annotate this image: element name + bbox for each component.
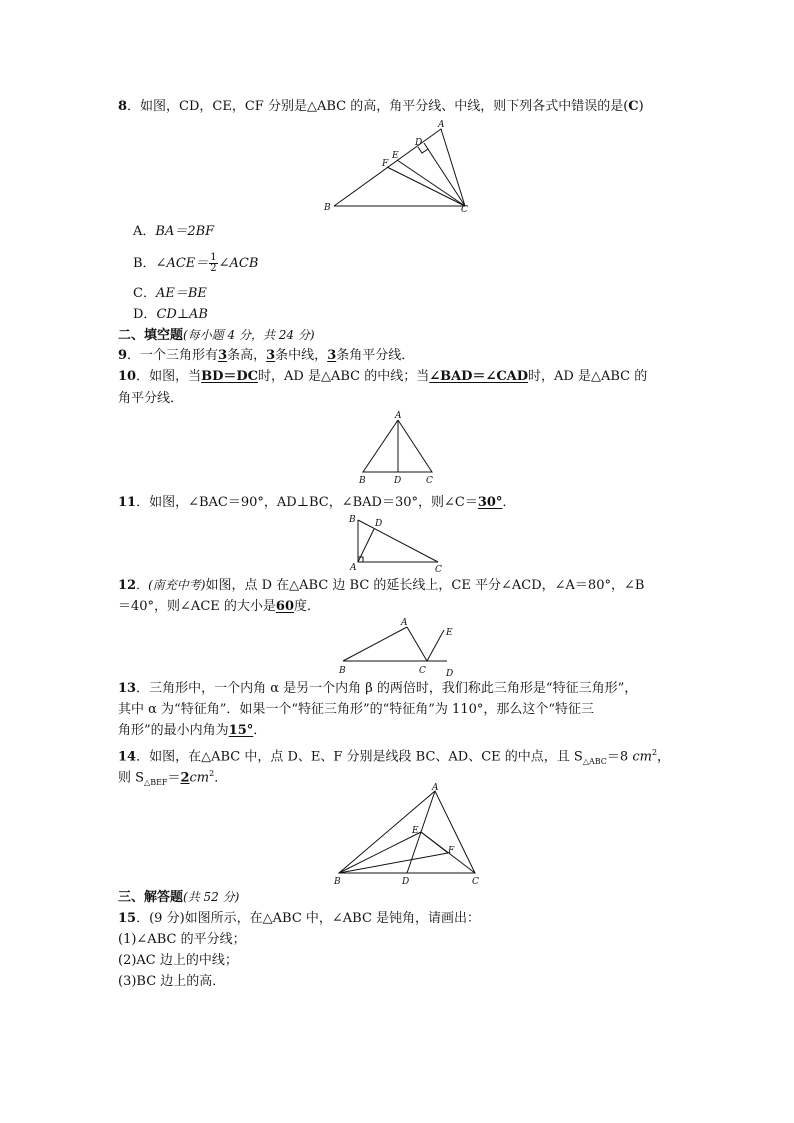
- segment-cf: [387, 167, 465, 206]
- segment-cd: [424, 143, 465, 206]
- question-13-line-3: 角形”的最小内角为15°．: [118, 723, 267, 738]
- segment-bf: [339, 853, 448, 873]
- question-8: 8．如图，CD，CE，CF 分别是△ABC 的高，角平分线、中线，则下列各式中错误的是(C): [118, 99, 644, 114]
- label-d: D: [402, 877, 410, 887]
- label-c: C: [435, 565, 442, 575]
- q8-option-d: D．CD⊥AB: [133, 307, 208, 322]
- q8-option-c: C．AE＝BE: [133, 286, 207, 301]
- question-11: 11．如图，∠BAC＝90°，AD⊥BC，∠BAD＝30°，则∠C＝30°．: [118, 495, 516, 510]
- label-a: A: [432, 783, 439, 793]
- label-a: A: [438, 120, 445, 130]
- q15-item-1: (1)∠ABC 的平分线；: [118, 932, 246, 947]
- q15-item-2: (2)AC 边上的中线；: [118, 953, 238, 968]
- segment-ef: [421, 832, 448, 853]
- label-a: A: [401, 618, 408, 628]
- label-d: D: [394, 476, 402, 486]
- q8-option-b: B．∠ACE＝ $\frac{1}{2}$ ∠ACB: [133, 252, 259, 274]
- label-d: D: [446, 669, 454, 679]
- question-number: 8: [118, 99, 128, 114]
- edge-ba: [334, 129, 465, 206]
- label-b: B: [334, 877, 341, 887]
- label-c: C: [419, 666, 426, 676]
- label-c: C: [472, 877, 479, 887]
- label-d: D: [415, 138, 423, 148]
- figure-q11-triangle: [346, 512, 446, 576]
- segment-ce: [397, 160, 465, 206]
- label-b: B: [324, 203, 331, 213]
- q8-option-a: A．BA＝2BF: [133, 224, 215, 239]
- triangle-abc: [358, 520, 438, 562]
- section-3-heading: 三、解答题(共 52 分): [118, 890, 240, 905]
- segment-ac: [407, 627, 427, 661]
- q15-item-3: (3)BC 边上的高．: [118, 974, 226, 989]
- label-e: E: [446, 628, 453, 638]
- segment-ba: [343, 627, 407, 661]
- question-9: 9．一个三角形有3条高，3条中线，3条角平分线．: [118, 348, 415, 363]
- question-13: 13．三角形中，一个内角 α 是另一个内角 β 的两倍时，我们称此三角形是“特征三角形”，: [118, 681, 638, 696]
- label-e: E: [412, 826, 419, 836]
- answer: C: [628, 99, 639, 114]
- label-f: F: [448, 846, 455, 856]
- question-text: ．如图，CD，CE，CF 分别是△ABC 的高，角平分线、中线，则下列各式中错误的是(: [127, 99, 629, 114]
- question-14: 14．如图，在△ABC 中，点 D、E、F 分别是线段 BC、AD、CE 的中点，且 $S_{\triangle ABC}=8$ $cm^2$，: [118, 748, 671, 766]
- fraction: $\frac{1}{2}$: [210, 252, 217, 274]
- label-c: C: [461, 205, 468, 215]
- question-12: 12．(南充中考)如图，点 D 在△ABC 边 BC 的延长线上，CE 平分∠ACD，∠A＝80°，∠B: [118, 578, 645, 593]
- figure-q8-triangle: [320, 120, 480, 215]
- section-2-heading: 二、填空题(每小题 4 分，共 24 分): [118, 328, 315, 343]
- figure-q10-triangle: [356, 412, 438, 488]
- label-c: C: [426, 476, 433, 486]
- label-b: B: [349, 515, 356, 525]
- label-e: E: [392, 151, 399, 161]
- label-d: D: [375, 519, 383, 529]
- label-b: B: [359, 476, 366, 486]
- question-15: 15．(9 分)如图所示，在△ABC 中，∠ABC 是钝角，请画出：: [118, 911, 481, 926]
- question-14-line-2: 则 $S_{\triangle BEF}=2cm^2$．: [118, 769, 228, 787]
- question-10: 10．如图，当BD＝DC时，AD 是△ABC 的中线；当∠BAD＝∠CAD时，AD 是△ABC 的: [118, 369, 648, 384]
- label-b: B: [339, 666, 346, 676]
- label-a: A: [350, 563, 357, 573]
- figure-q14-triangle: [330, 783, 490, 887]
- question-10-line-2: 角平分线．: [118, 391, 184, 406]
- question-12-line-2: ＝40°，则∠ACE 的大小是60度．: [118, 599, 321, 614]
- label-f: F: [382, 159, 389, 169]
- figure-q12-triangle: [335, 618, 465, 680]
- label-a: A: [395, 411, 402, 421]
- question-13-line-2: 其中 α 为“特征角”．如果一个“特征三角形”的“特征角”为 110°，那么这个“特征三: [118, 702, 595, 717]
- segment-ce: [427, 630, 444, 661]
